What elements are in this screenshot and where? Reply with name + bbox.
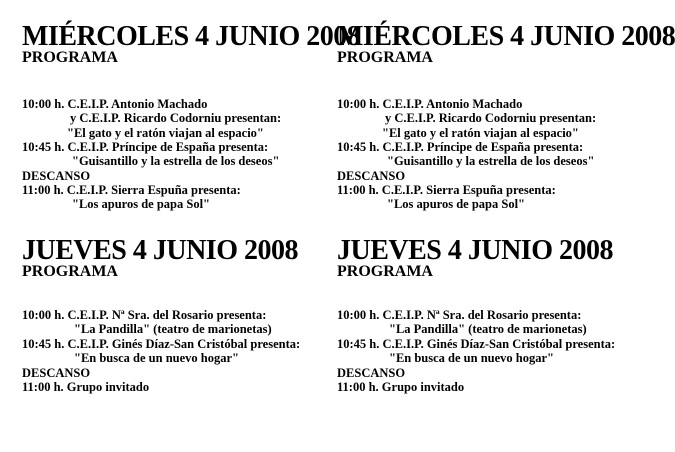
break-label: DESCANSO — [337, 169, 406, 183]
schedule-line: 10:45 h. C.E.I.P. Príncipe de España presenta: — [337, 140, 584, 154]
thursday-program-right — [337, 236, 637, 406]
play-title: "El gato y el ratón viajan al espacio" — [382, 126, 579, 140]
program-heading: PROGRAMA — [337, 263, 433, 280]
schedule-line: 10:00 h. C.E.I.P. Nª Sra. del Rosario presenta: — [22, 308, 267, 322]
play-title: "En busca de un nuevo hogar" — [389, 351, 554, 365]
break-label: DESCANSO — [22, 366, 91, 380]
program-heading: PROGRAMA — [22, 49, 118, 66]
day-title: JUEVES 4 JUNIO 2008 — [337, 235, 613, 266]
wednesday-program-left — [22, 21, 361, 222]
schedule-line: y C.E.I.P. Ricardo Codorniu presentan: — [70, 111, 282, 125]
play-title: "El gato y el ratón viajan al espacio" — [67, 126, 264, 140]
play-title: "La Pandilla" (teatro de marionetas) — [74, 322, 272, 336]
schedule-line: y C.E.I.P. Ricardo Codorniu presentan: — [385, 111, 597, 125]
day-title: MIÉRCOLES 4 JUNIO 2008 — [22, 21, 361, 52]
schedule-line: 10:45 h. C.E.I.P. Ginés Díaz-San Cristóbal presenta: — [337, 337, 616, 351]
play-title: "En busca de un nuevo hogar" — [74, 351, 239, 365]
thursday-program-left — [22, 236, 322, 406]
day-title: MIÉRCOLES 4 JUNIO 2008 — [337, 21, 675, 52]
schedule-line: 10:00 h. C.E.I.P. Antonio Machado — [22, 97, 208, 111]
schedule-line: 11:00 h. C.E.I.P. Sierra Espuña presenta: — [22, 183, 241, 197]
schedule-line: 10:45 h. C.E.I.P. Ginés Díaz-San Cristóbal presenta: — [22, 337, 301, 351]
play-title: "Guisantillo y la estrella de los deseos" — [72, 154, 280, 168]
play-title: "Guisantillo y la estrella de los deseos" — [387, 154, 595, 168]
program-heading: PROGRAMA — [22, 263, 118, 280]
schedule-line: 10:00 h. C.E.I.P. Nª Sra. del Rosario presenta: — [337, 308, 582, 322]
schedule-line: 10:45 h. C.E.I.P. Príncipe de España presenta: — [22, 140, 269, 154]
schedule-line: 11:00 h. Grupo invitado — [337, 380, 465, 394]
schedule-line: 10:00 h. C.E.I.P. Antonio Machado — [337, 97, 523, 111]
day-title: JUEVES 4 JUNIO 2008 — [22, 235, 298, 266]
play-title: "Los apuros de papa Sol" — [72, 197, 211, 211]
schedule-line: 11:00 h. C.E.I.P. Sierra Espuña presenta: — [337, 183, 556, 197]
break-label: DESCANSO — [337, 366, 406, 380]
wednesday-program-right — [337, 21, 675, 222]
break-label: DESCANSO — [22, 169, 91, 183]
play-title: "La Pandilla" (teatro de marionetas) — [389, 322, 587, 336]
play-title: "Los apuros de papa Sol" — [387, 197, 526, 211]
schedule-line: 11:00 h. Grupo invitado — [22, 380, 150, 394]
program-heading: PROGRAMA — [337, 49, 433, 66]
